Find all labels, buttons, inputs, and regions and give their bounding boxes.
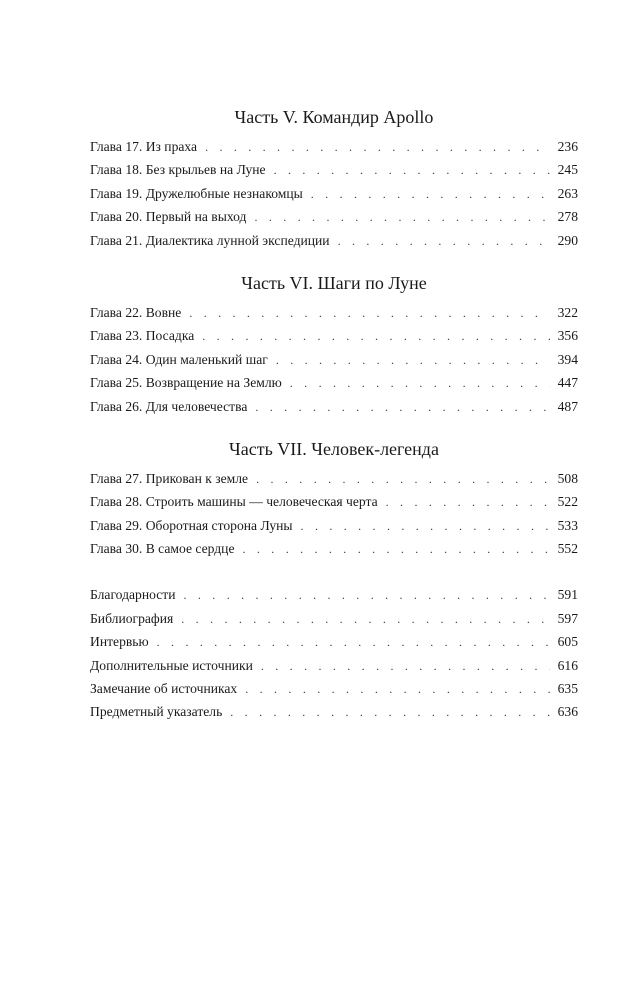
toc-entry-label: Глава 26. Для человечества [90, 398, 248, 414]
dot-leader [301, 515, 550, 538]
toc-entry[interactable] [90, 135, 578, 158]
dot-leader [261, 655, 550, 678]
table-of-contents [90, 105, 578, 724]
toc-entry-page: 447 [557, 375, 578, 391]
dot-leader [254, 206, 550, 229]
toc-entry-label: Глава 23. Посадка [90, 328, 195, 344]
toc-entry[interactable] [90, 324, 578, 347]
toc-entry-page: 236 [557, 139, 578, 154]
toc-entry-label: Глава 19. Дружелюбные незнакомцы [90, 185, 303, 201]
dot-leader [276, 349, 550, 372]
toc-entry-page: 290 [557, 232, 578, 248]
dot-leader [189, 302, 550, 325]
toc-entry-page: 616 [557, 657, 578, 673]
toc-entry-label: Библиография [90, 610, 174, 626]
toc-entry-label: Дополнительные источники [90, 657, 253, 673]
toc-entry-label: Глава 18. Без крыльев на Луне [90, 162, 266, 178]
toc-entry-label: Глава 24. Один маленький шаг [90, 351, 268, 367]
toc-entry-label: Замечание об источниках [90, 681, 238, 697]
toc-entry[interactable] [90, 490, 578, 513]
toc-entry[interactable] [90, 182, 578, 205]
dot-leader [184, 584, 551, 607]
toc-entry-page: 522 [557, 494, 578, 510]
toc-entry-page: 635 [557, 681, 578, 697]
toc-entry-page: 394 [557, 351, 578, 367]
toc-entry-page: 245 [557, 162, 578, 178]
toc-entry-label: Глава 20. Первый на выход [90, 209, 247, 225]
toc-entry[interactable] [90, 467, 578, 490]
toc-entry[interactable] [90, 301, 578, 324]
dot-leader [202, 325, 550, 348]
toc-entry-page: 597 [557, 610, 578, 626]
dot-leader [274, 159, 550, 182]
chapter-list [90, 135, 578, 252]
chapter-list [90, 467, 578, 561]
toc-entry[interactable] [90, 348, 578, 371]
toc-entry-label: Глава 21. Диалектика лунной экспедиции [90, 232, 330, 248]
toc-entry-label: Интервью [90, 634, 149, 650]
dot-leader [230, 701, 550, 724]
toc-entry-page: 356 [557, 328, 578, 344]
toc-entry[interactable] [90, 371, 578, 394]
toc-entry-label: Глава 27. Прикован к земле [90, 470, 249, 486]
toc-entry[interactable] [90, 607, 578, 630]
toc-entry-label: Глава 17. Из праха [90, 139, 198, 154]
toc-entry-page: 263 [557, 185, 578, 201]
toc-entry-label: Глава 29. Оборотная сторона Луны [90, 517, 293, 533]
dot-leader [290, 372, 550, 395]
toc-entry[interactable] [90, 205, 578, 228]
toc-entry[interactable] [90, 395, 578, 418]
part-vi [90, 271, 578, 418]
toc-entry-page: 636 [557, 704, 578, 720]
toc-entry-page: 533 [557, 517, 578, 533]
toc-entry[interactable] [90, 630, 578, 653]
toc-entry-page: 591 [557, 587, 578, 603]
dot-leader [181, 608, 550, 631]
toc-entry-page: 552 [557, 541, 578, 557]
part-title: Часть VII. Человек-легенда [229, 438, 439, 459]
back-matter-list [90, 583, 578, 723]
dot-leader [311, 183, 550, 206]
toc-entry[interactable] [90, 514, 578, 537]
part-v [90, 105, 578, 252]
dot-leader [157, 631, 550, 654]
toc-entry-page: 508 [557, 470, 578, 486]
toc-entry-page: 278 [557, 209, 578, 225]
chapter-list [90, 301, 578, 418]
toc-entry[interactable] [90, 229, 578, 252]
part-title: Часть VI. Шаги по Луне [241, 272, 427, 293]
toc-entry-label: Благодарности [90, 587, 176, 603]
toc-entry[interactable] [90, 700, 578, 723]
toc-entry-page: 605 [557, 634, 578, 650]
back-matter [90, 583, 578, 723]
toc-entry[interactable] [90, 583, 578, 606]
toc-entry-label: Глава 25. Возвращение на Землю [90, 375, 282, 391]
dot-leader [205, 136, 550, 159]
toc-entry-page: 487 [557, 398, 578, 414]
dot-leader [255, 396, 550, 419]
part-title: Часть V. Командир Apollo [234, 107, 434, 127]
toc-entry[interactable] [90, 677, 578, 700]
part-vii [90, 437, 578, 561]
toc-entry-page: 322 [557, 304, 578, 320]
toc-entry-label: Предметный указатель [90, 704, 223, 720]
toc-entry[interactable] [90, 654, 578, 677]
dot-leader [386, 491, 550, 514]
toc-entry-label: Глава 22. Вовне [90, 304, 182, 320]
dot-leader [256, 468, 550, 491]
toc-entry-label: Глава 28. Строить машины — человеческая черта [90, 494, 378, 510]
dot-leader [245, 678, 550, 701]
toc-entry[interactable] [90, 537, 578, 560]
dot-leader [338, 230, 550, 253]
dot-leader [243, 538, 551, 561]
toc-entry-label: Глава 30. В самое сердце [90, 541, 235, 557]
toc-entry[interactable] [90, 158, 578, 181]
